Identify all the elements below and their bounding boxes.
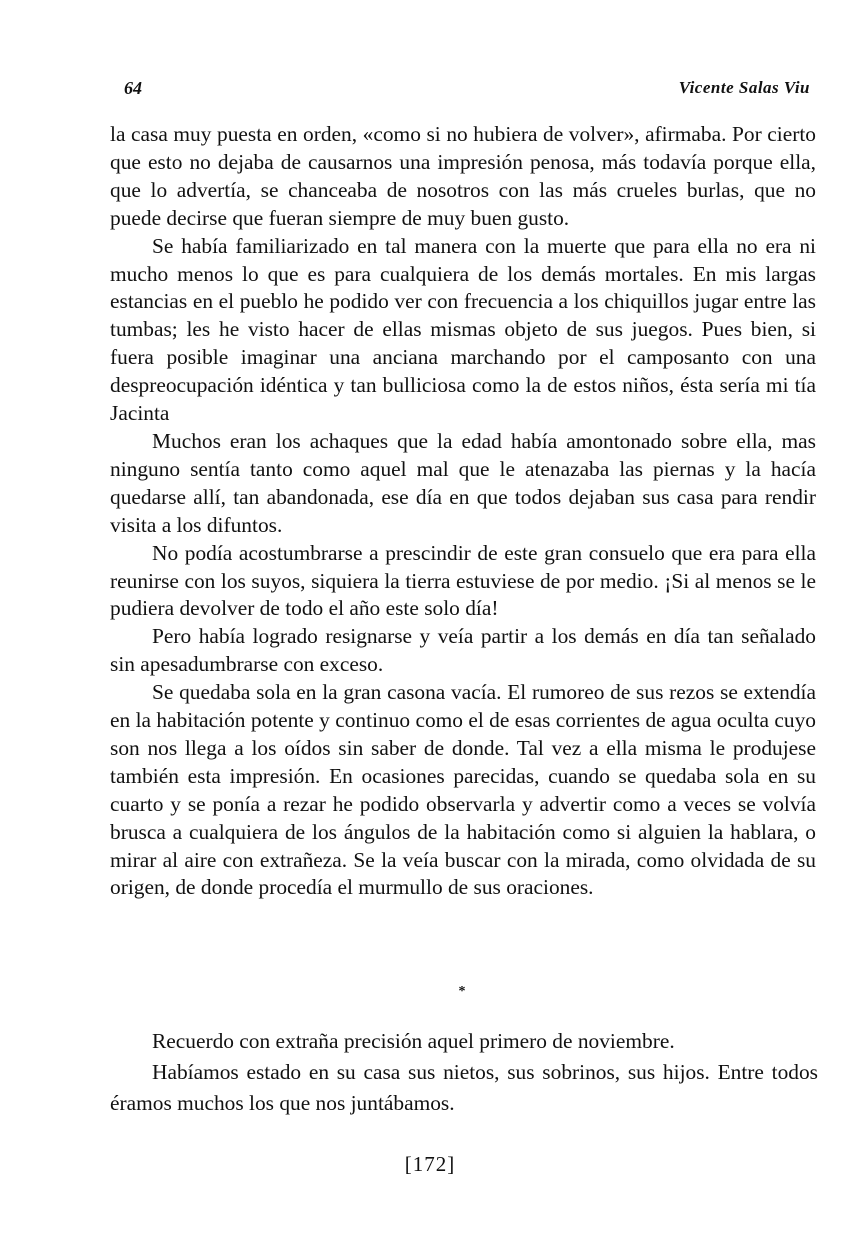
paragraph: No podía acostumbrarse a prescindir de este gran consuelo que era para ella reunirse con los suyos, siquiera la tierra estuviese de por medio. ¡Si al menos se le pudiera devolver de todo el año este solo día! xyxy=(110,540,816,621)
paragraph: Muchos eran los achaques que la edad había amontonado sobre ella, mas ninguno sentía tanto como aquel mal que le atenazaba las piernas y la hacía quedarse allí, tan abandonada, ese día en que todos dejaban sus casa para rendir visita a los difuntos. xyxy=(110,428,816,537)
page-number: 64 xyxy=(124,78,142,98)
main-text-continued xyxy=(110,1026,818,1119)
running-head xyxy=(110,76,810,104)
paragraph: Se había familiarizado en tal manera con la muerte que para ella no era ni mucho menos lo que es para cualquiera de los demás mortales. En mis largas estancias en el pueblo he podido ver con frecuencia a los chiquillos jugar entre las tumbas; les he visto hacer de ellas mismas objeto de sus juegos. Pues bien, si fuera posible imaginar una anciana marchando por el camposanto con una despreocupación idéntica y tan bulliciosa como la de estos niños, ésta sería mi tía Jacinta xyxy=(110,233,816,426)
running-head-author: Vicente Salas Viu xyxy=(678,78,810,97)
main-text xyxy=(110,121,816,902)
paragraph: la casa muy puesta en orden, «como si no hubiera de volver», afirmaba. Por cierto que esto no dejaba de causarnos una impresión penosa, más todavía porque ella, que lo advertía, se chanceaba de nosotros con las más crueles burlas, que no puede decirse que fueran siempre de muy buen gusto. xyxy=(110,122,816,230)
paragraph: Recuerdo con extraña precisión aquel primero de noviembre. xyxy=(152,1029,675,1053)
paragraph: Pero había logrado resignarse y veía partir a los demás en día tan señalado sin apesadumbrarse con exceso. xyxy=(110,624,816,677)
paragraph: Se quedaba sola en la gran casona vacía. El rumoreo de sus rezos se extendía en la habitación potente y continuo como el de esas corrientes de agua oculta cuyo son nos llega a los oídos sin saber de donde. Tal vez a ella misma le produjese también esta impresión. En ocasiones parecidas, cuando se quedaba sola en su cuarto y se ponía a rezar he podido observarla y advertir como a veces se volvía brusca a cualquiera de los ángulos de la habitación como si alguien la hablara, o mirar al aire con extrañeza. Se la veía buscar con la mirada, como olvidada de su origen, de donde procedía el murmullo de sus oraciones. xyxy=(110,680,816,900)
folio-number: [172] xyxy=(404,1152,456,1176)
section-separator: * xyxy=(458,984,466,999)
paragraph: Habíamos estado en su casa sus nietos, sus sobrinos, sus hijos. Entre todos éramos muchos los que nos juntábamos. xyxy=(110,1060,818,1115)
